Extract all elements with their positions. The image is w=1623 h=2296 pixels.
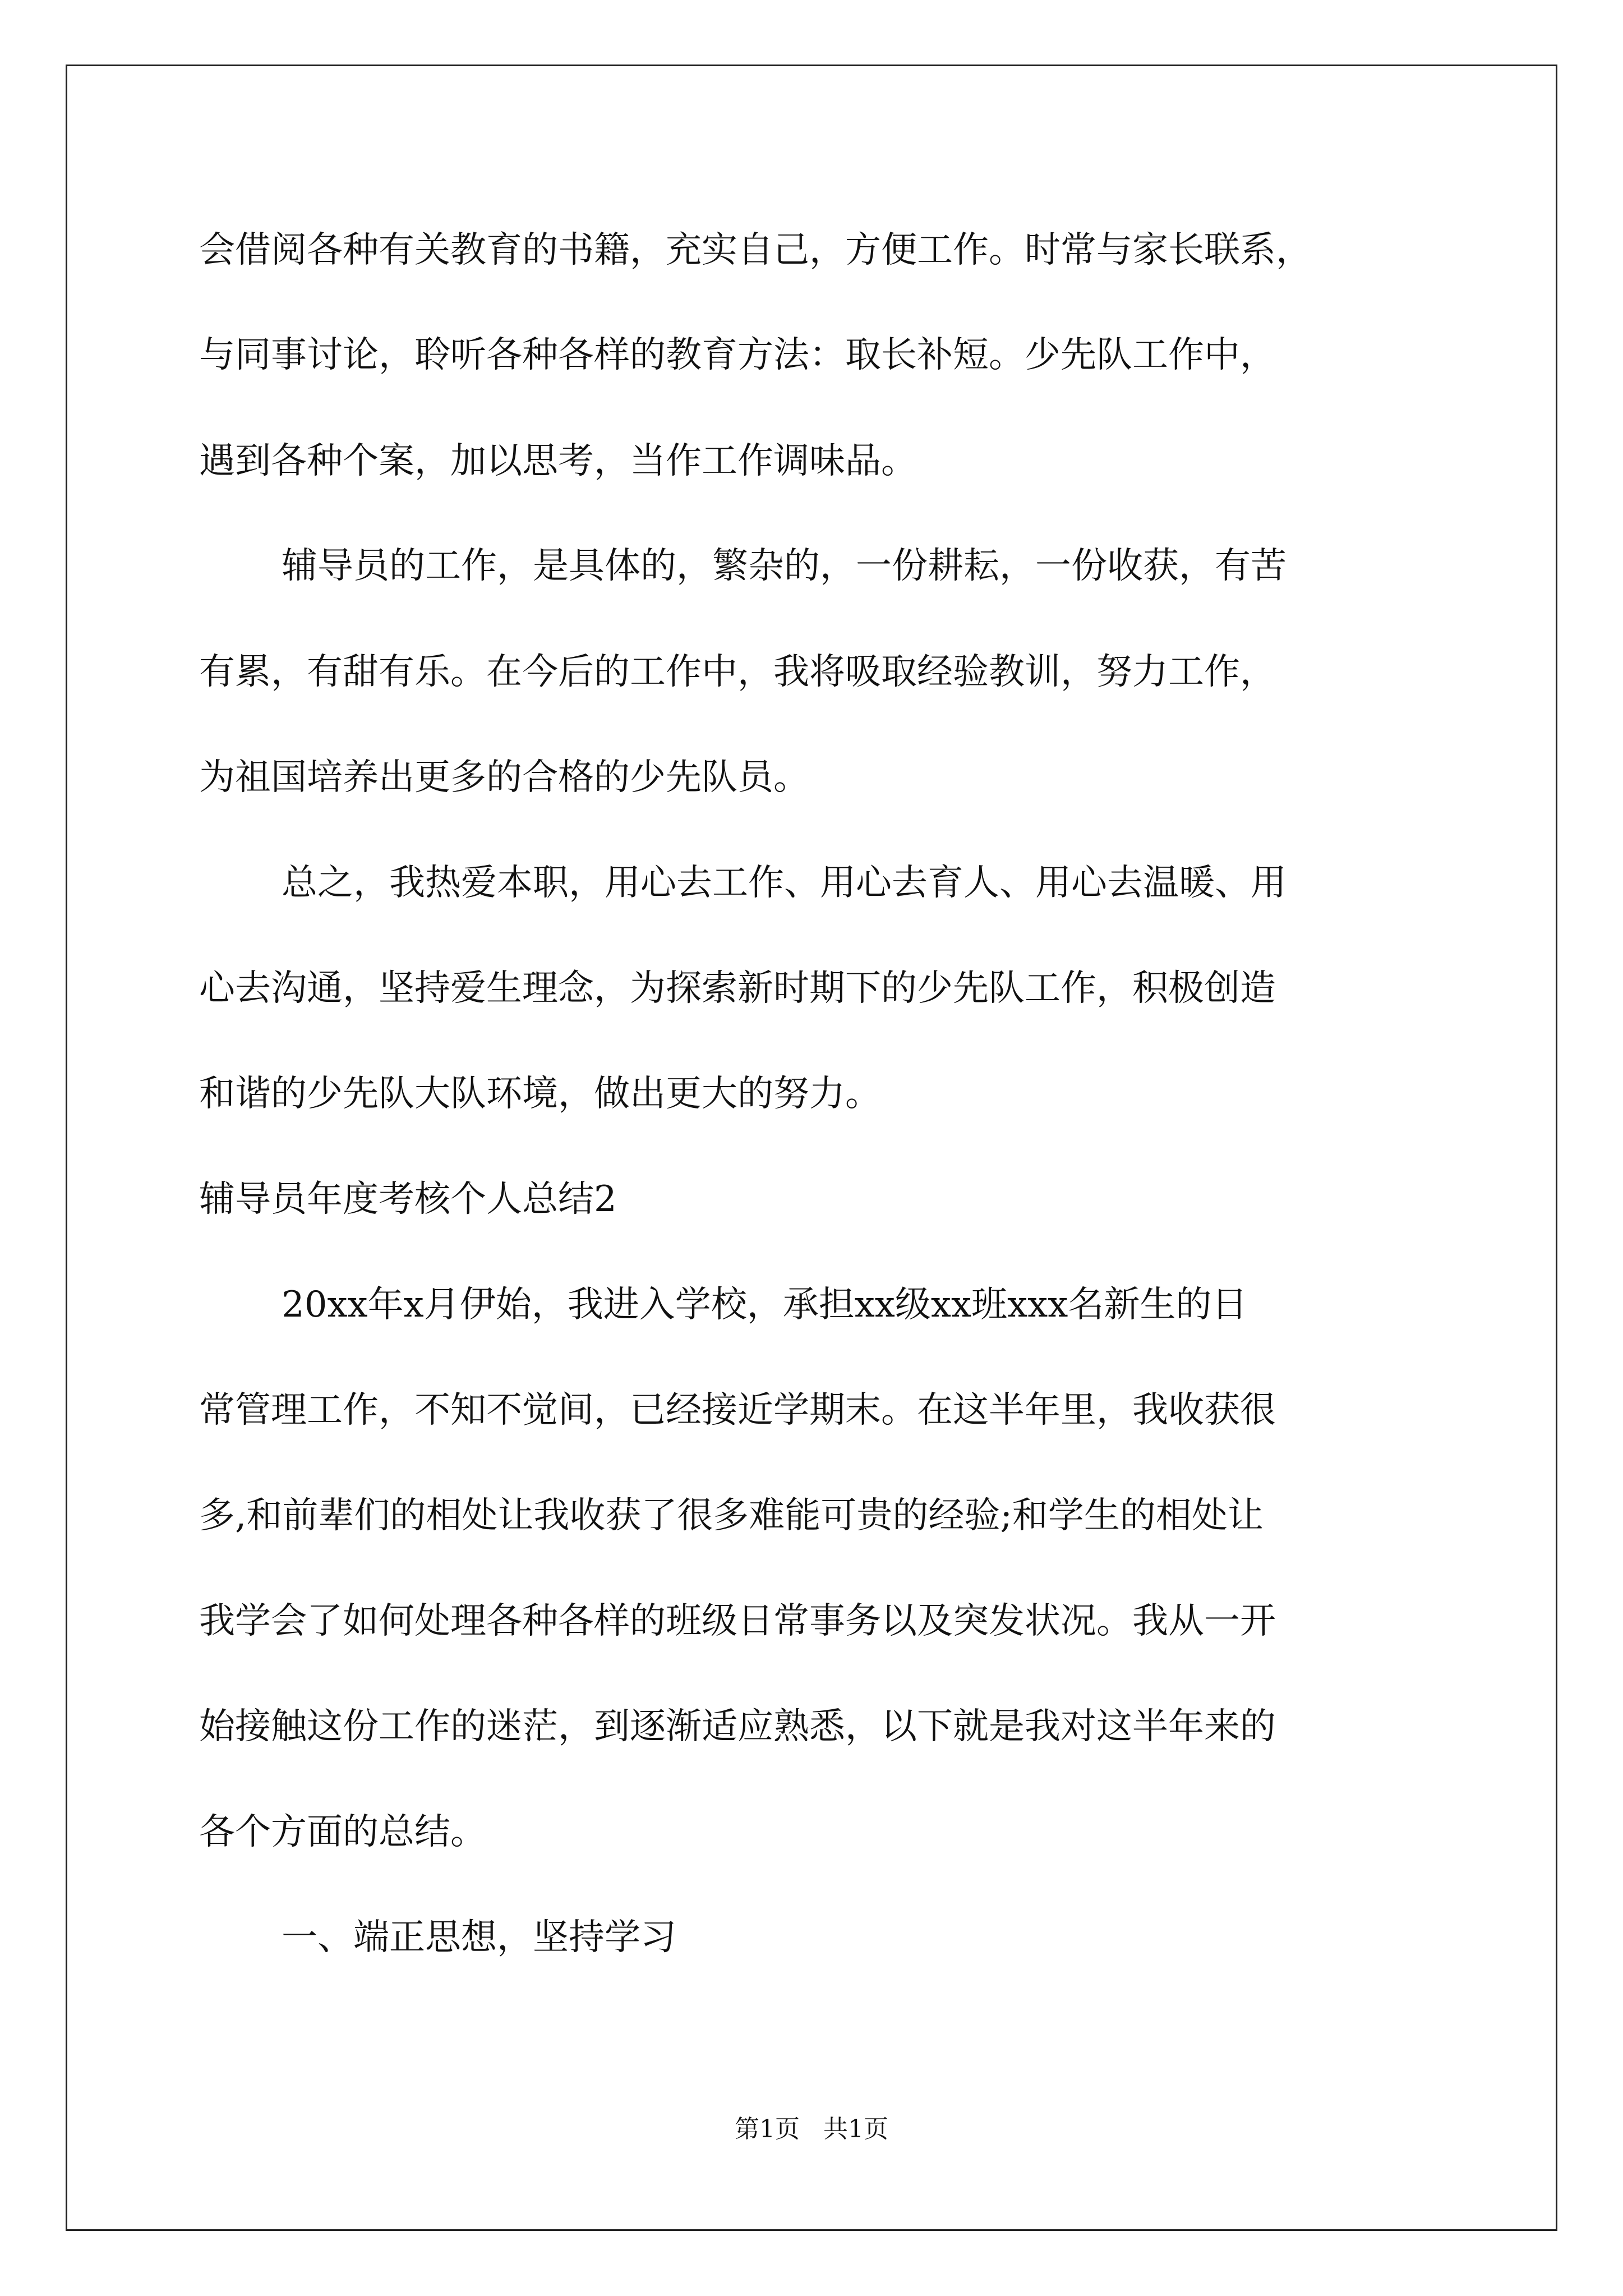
page-total: 共1页 <box>823 2115 888 2143</box>
page-number: 第1页 <box>735 2115 800 2143</box>
page-border <box>66 65 1557 2231</box>
page-footer <box>0 2113 1623 2146</box>
